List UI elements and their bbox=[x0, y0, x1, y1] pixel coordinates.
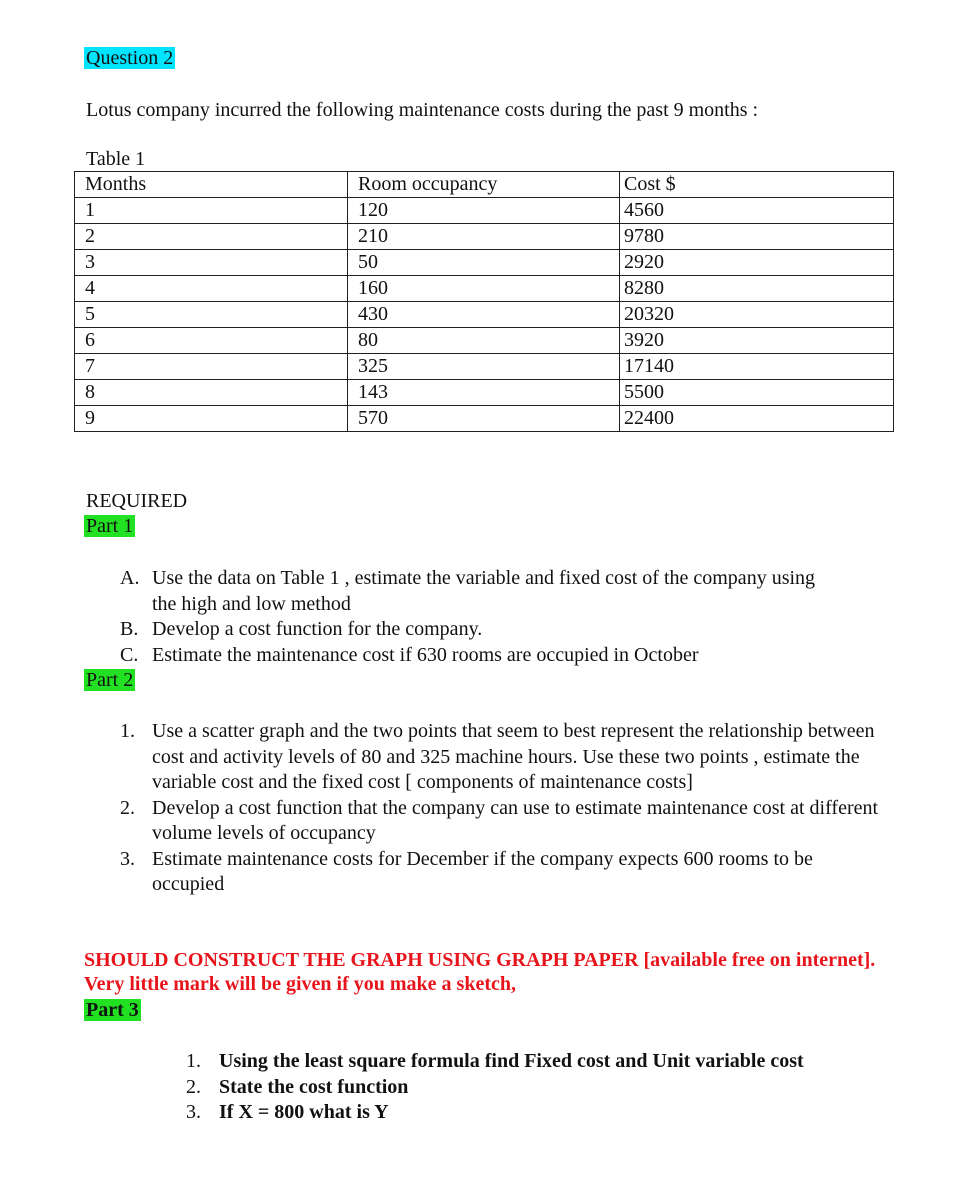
list-marker: 2. bbox=[186, 1075, 201, 1098]
table-cell-occupancy: 80 bbox=[348, 328, 620, 354]
part-3-label-text: Part 3 bbox=[86, 999, 139, 1021]
part-1-label-text: Part 1 bbox=[86, 515, 134, 537]
list-item bbox=[120, 643, 840, 669]
table-cell-month: 2 bbox=[75, 224, 348, 250]
table-cell-occupancy: 50 bbox=[348, 250, 620, 276]
list-item bbox=[120, 847, 890, 898]
column-header-months: Months bbox=[75, 172, 348, 198]
table-cell-cost: 5500 bbox=[620, 380, 894, 406]
table-cell-cost: 22400 bbox=[620, 406, 894, 432]
list-item-text: If X = 800 what is Y bbox=[219, 1101, 389, 1123]
list-item-text: State the cost function bbox=[219, 1075, 409, 1098]
list-item bbox=[120, 566, 840, 617]
list-item bbox=[186, 1049, 906, 1075]
table-cell-cost: 3920 bbox=[620, 328, 894, 354]
part-3-label bbox=[84, 998, 141, 1022]
part-2-label bbox=[84, 668, 135, 692]
question-title bbox=[84, 45, 175, 71]
table-cell-cost: 4560 bbox=[620, 198, 894, 224]
list-item bbox=[186, 1100, 906, 1126]
table-row bbox=[75, 354, 894, 380]
table-cell-month: 3 bbox=[75, 250, 348, 276]
table-caption: Table 1 bbox=[86, 148, 146, 170]
table-cell-month: 9 bbox=[75, 406, 348, 432]
list-item-text: Estimate the maintenance cost if 630 rooms are occupied in October bbox=[152, 643, 699, 666]
graph-paper-warning: SHOULD CONSTRUCT THE GRAPH USING GRAPH PAPER [available free on internet]. Very little mark will be given if you make a sketch, bbox=[84, 949, 876, 995]
list-item-text: Use a scatter graph and the two points that seem to best represent the relationship between cost and activity levels of 80 and 325 machine hours. Use these two points , estimate the variable cost and the fixed cost [ components of maintenance costs] bbox=[152, 720, 875, 793]
table-cell-occupancy: 570 bbox=[348, 406, 620, 432]
column-header-room-occupancy: Room occupancy bbox=[348, 172, 620, 198]
table-cell-cost: 8280 bbox=[620, 276, 894, 302]
table-row bbox=[75, 198, 894, 224]
table-cell-cost: 20320 bbox=[620, 302, 894, 328]
list-marker: A. bbox=[120, 567, 140, 589]
required-heading: REQUIRED bbox=[86, 490, 188, 512]
table-row bbox=[75, 224, 894, 250]
table-header-row bbox=[75, 172, 894, 198]
list-item bbox=[120, 617, 840, 643]
list-marker: 2. bbox=[120, 796, 135, 819]
table-cell-occupancy: 210 bbox=[348, 224, 620, 250]
table-cell-month: 5 bbox=[75, 302, 348, 328]
list-item-text: Develop a cost function that the company can use to estimate maintenance cost at different volume levels of occupancy bbox=[152, 796, 879, 844]
part-1-label bbox=[84, 514, 135, 538]
table-cell-occupancy: 120 bbox=[348, 198, 620, 224]
table-row bbox=[75, 302, 894, 328]
table-row bbox=[75, 328, 894, 354]
column-header-cost: Cost $ bbox=[620, 172, 894, 198]
question-title-text: Question 2 bbox=[86, 47, 174, 69]
list-item-text: Develop a cost function for the company. bbox=[152, 618, 483, 640]
part-2-question-list bbox=[120, 719, 890, 898]
list-item-text: Use the data on Table 1 , estimate the variable and fixed cost of the company using the high and low method bbox=[152, 567, 816, 615]
list-item bbox=[120, 719, 890, 796]
table-cell-cost: 17140 bbox=[620, 354, 894, 380]
part-1-question-list bbox=[120, 566, 840, 668]
table-cell-month: 8 bbox=[75, 380, 348, 406]
list-marker: 3. bbox=[120, 847, 135, 870]
list-item bbox=[120, 796, 890, 847]
table-cell-month: 6 bbox=[75, 328, 348, 354]
table-cell-occupancy: 325 bbox=[348, 354, 620, 380]
list-marker: 1. bbox=[120, 720, 135, 742]
table-row bbox=[75, 276, 894, 302]
intro-text: Lotus company incurred the following maintenance costs during the past 9 months : bbox=[86, 99, 759, 121]
part-2-label-text: Part 2 bbox=[86, 669, 134, 691]
table-cell-month: 1 bbox=[75, 198, 348, 224]
table-cell-cost: 2920 bbox=[620, 250, 894, 276]
table-row bbox=[75, 250, 894, 276]
list-item bbox=[186, 1075, 906, 1101]
table-row bbox=[75, 380, 894, 406]
table-cell-occupancy: 430 bbox=[348, 302, 620, 328]
table-cell-occupancy: 143 bbox=[348, 380, 620, 406]
list-item-text: Using the least square formula find Fixed cost and Unit variable cost bbox=[219, 1050, 804, 1072]
part-3-question-list bbox=[186, 1049, 906, 1126]
list-marker: 3. bbox=[186, 1101, 201, 1123]
maintenance-cost-table bbox=[74, 171, 894, 432]
table-cell-month: 4 bbox=[75, 276, 348, 302]
list-marker: B. bbox=[120, 618, 139, 640]
table-cell-occupancy: 160 bbox=[348, 276, 620, 302]
table-row bbox=[75, 406, 894, 432]
list-item-text: Estimate maintenance costs for December if the company expects 600 rooms to be occupied bbox=[152, 847, 813, 895]
table-cell-month: 7 bbox=[75, 354, 348, 380]
table-cell-cost: 9780 bbox=[620, 224, 894, 250]
list-marker: C. bbox=[120, 643, 139, 666]
list-marker: 1. bbox=[186, 1050, 201, 1072]
